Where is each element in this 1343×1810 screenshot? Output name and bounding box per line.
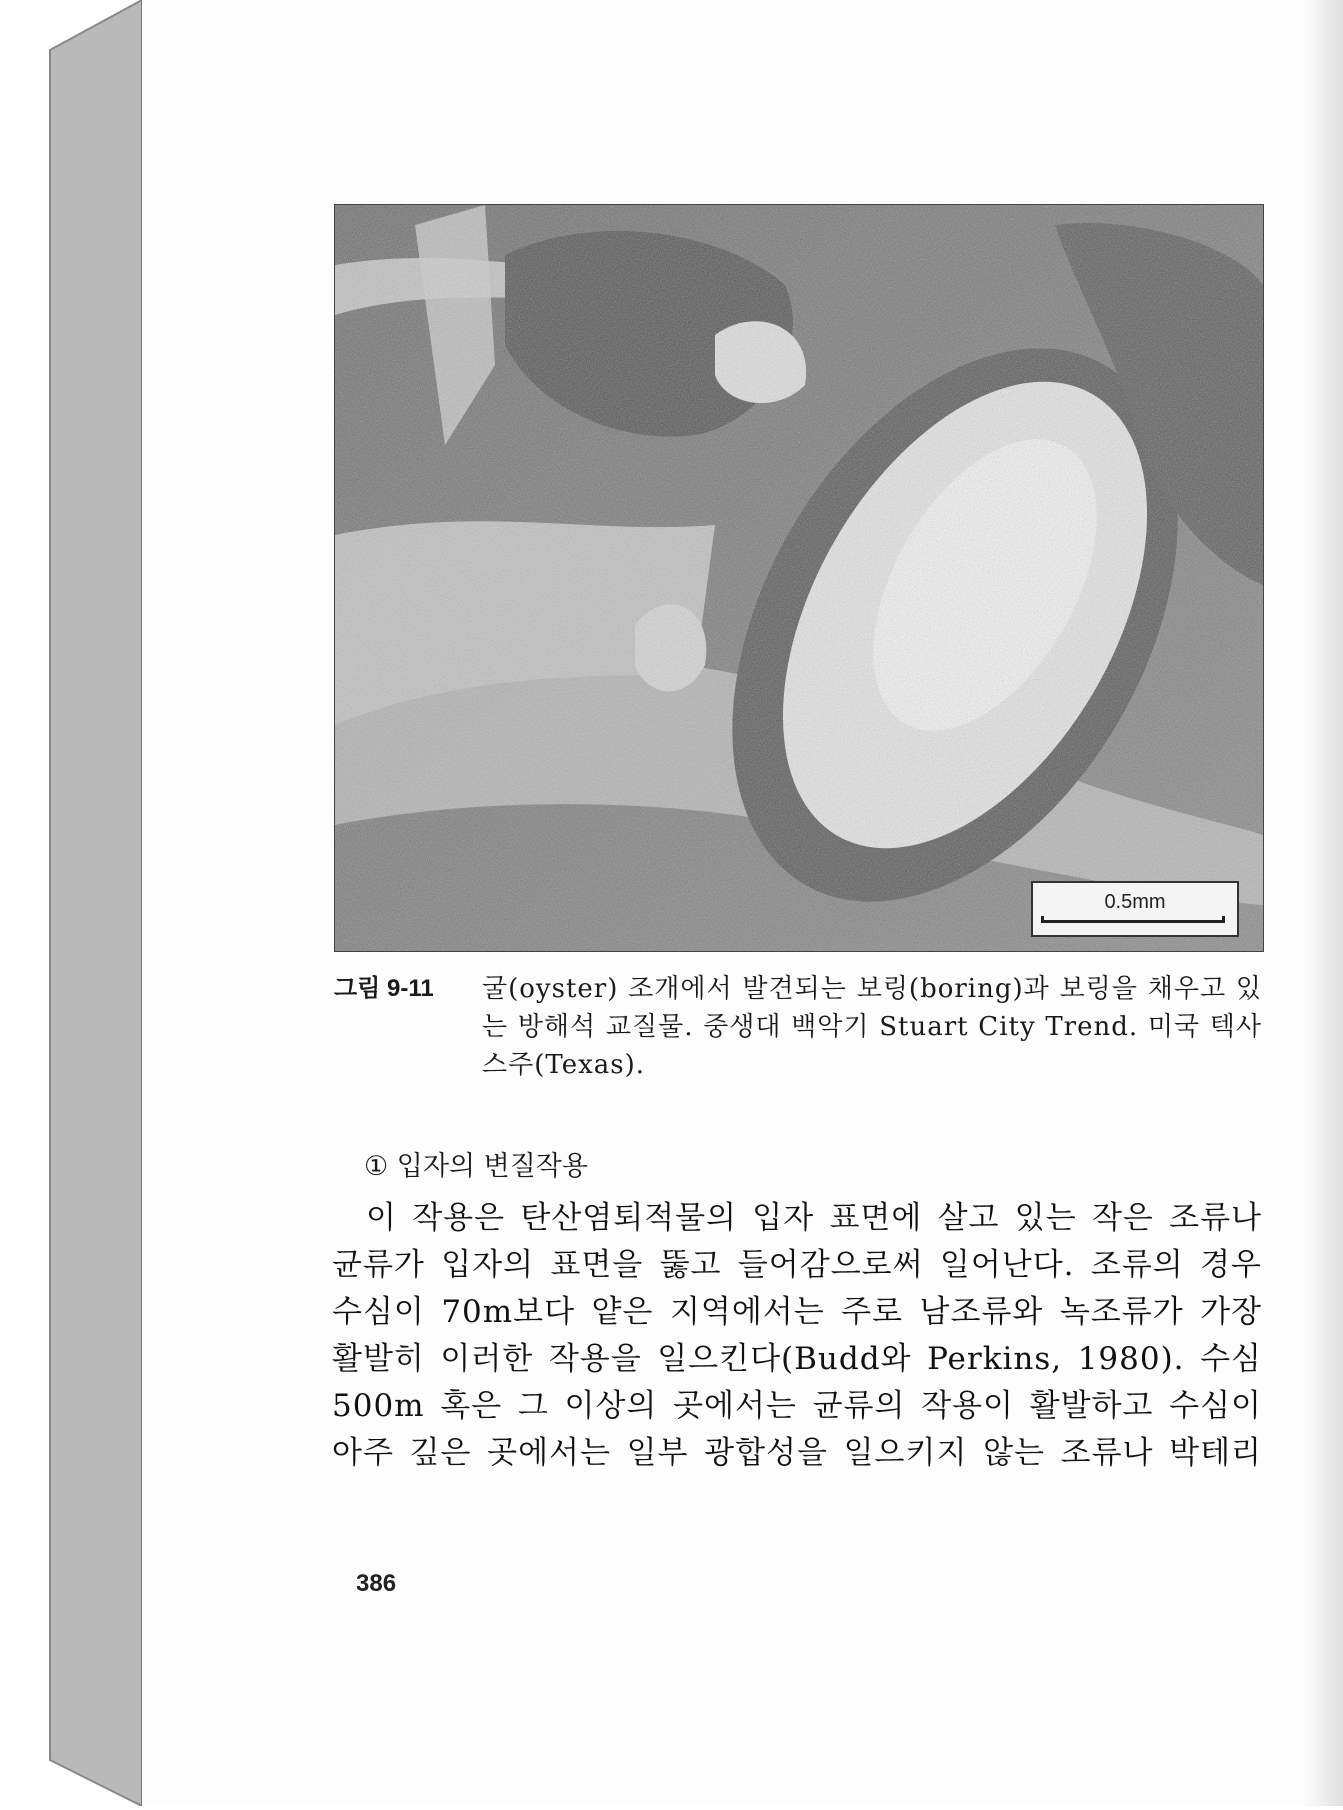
body-line: 이 작용은 탄산염퇴적물의 입자 표면에 살고 있는 작은 조류나 [366, 1200, 1262, 1236]
caption-label: 그림 9-11 [334, 975, 434, 1002]
body-line: 500m 혹은 그 이상의 곳에서는 균류의 작용이 활발하고 수심이 [332, 1388, 1262, 1424]
scale-bar-box [1031, 881, 1239, 937]
section-heading: ① 입자의 변질작용 [364, 1151, 588, 1182]
body-paragraph [332, 1195, 1262, 1477]
caption-text: 굴(oyster) 조개에서 발견되는 보링(boring)과 보링을 채우고 있는 방해석 교질물. 중생대 백악기 Stuart City Trend. 미국 텍사스주(Texas). [482, 974, 1262, 1080]
body-line: 수심이 70m보다 얕은 지역에서는 주로 남조류와 녹조류가 가장 [332, 1294, 1262, 1330]
body-line: 활발히 이러한 작용을 일으킨다(Budd와 Perkins, 1980). 수심 [332, 1341, 1262, 1377]
micrograph-figure [334, 204, 1264, 952]
page-edge-shadow [1303, 0, 1343, 1806]
micrograph-image [335, 205, 1263, 951]
scale-label: 0.5mm [1104, 891, 1166, 913]
body-line: 균류가 입자의 표면을 뚫고 들어감으로써 일어난다. 조류의 경우 [332, 1247, 1262, 1283]
page-number: 386 [356, 1570, 397, 1597]
figure-caption [334, 970, 1262, 1084]
scale-bar [1041, 916, 1225, 923]
body-line: 아주 깊은 곳에서는 일부 광합성을 일으키지 않는 조류나 박테리 [332, 1435, 1262, 1471]
